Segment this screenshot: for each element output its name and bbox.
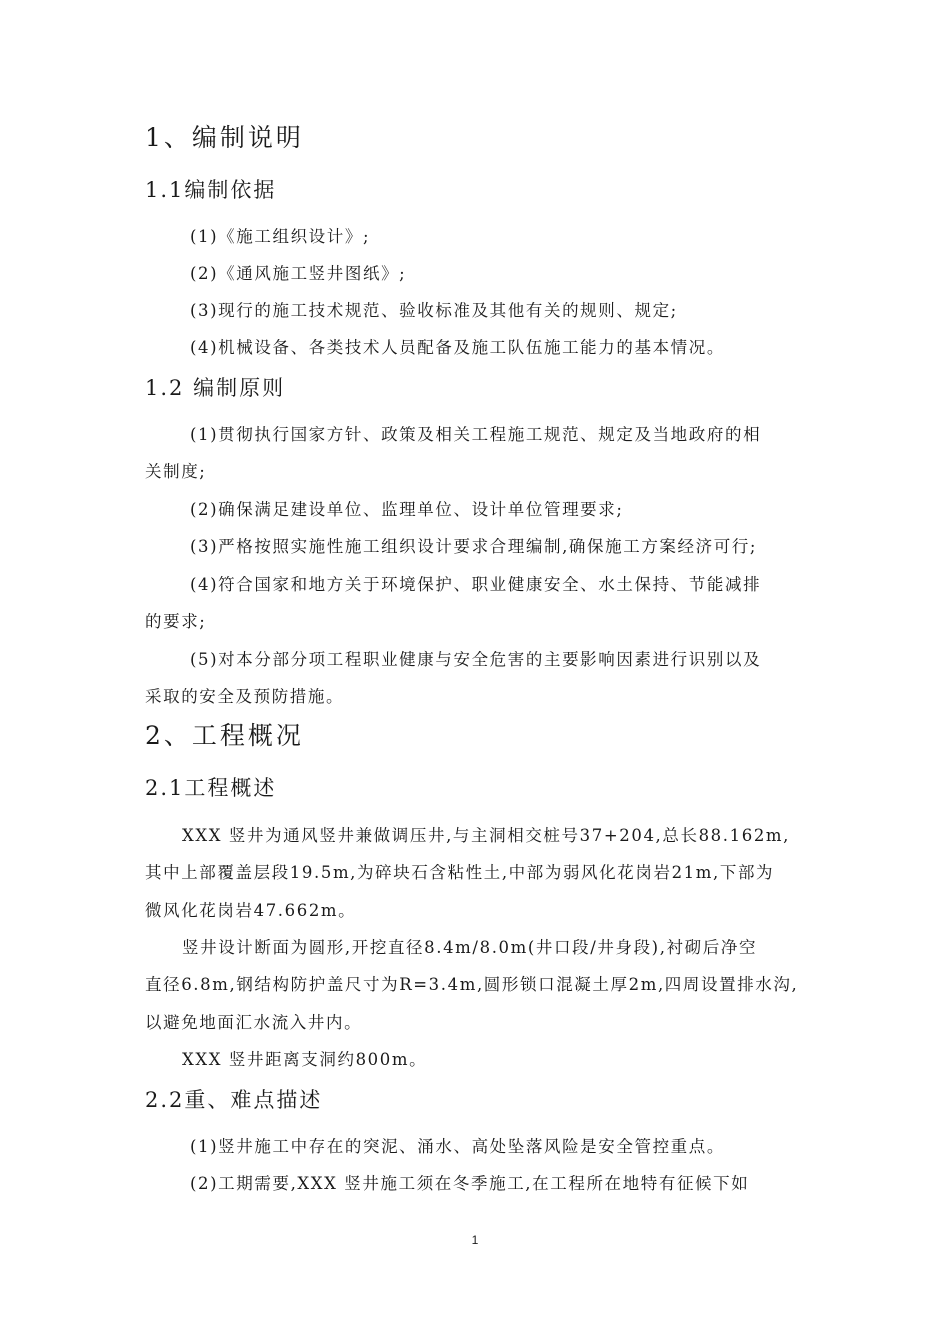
paragraph-line: 微风化花岗岩47.662m。 [145, 901, 357, 920]
section-2-2-title: 2.2重、难点描述 [145, 1088, 323, 1112]
paragraph-line: 直径6.8m,钢结构防护盖尺寸为R=3.4m,圆形锁口混凝土厚2m,四周设置排水沟, [145, 975, 799, 994]
paragraph-line: (3)严格按照实施性施工组织设计要求合理编制,确保施工方案经济可行; [190, 537, 758, 556]
paragraph-line: 竖井设计断面为圆形,开挖直径8.4m/8.0m(井口段/井身段),衬砌后净空 [182, 938, 758, 957]
list-item: (3)现行的施工技术规范、验收标准及其他有关的规则、规定; [190, 301, 678, 320]
page-number: 1 [471, 1233, 479, 1247]
paragraph-line: XXX 竖井为通风竖井兼做调压井,与主洞相交桩号37+204,总长88.162m, [182, 826, 791, 845]
paragraph-line: (4)符合国家和地方关于环境保护、职业健康安全、水土保持、节能减排 [190, 575, 762, 594]
paragraph-line: 的要求; [145, 612, 207, 631]
section-1-1-title: 1.1编制依据 [145, 178, 277, 202]
paragraph-line: (5)对本分部分项工程职业健康与安全危害的主要影响因素进行识别以及 [190, 650, 762, 669]
paragraph-line: (1)贯彻执行国家方针、政策及相关工程施工规范、规定及当地政府的相 [190, 425, 762, 444]
paragraph-line: 采取的安全及预防措施。 [145, 687, 345, 706]
paragraph-line: XXX 竖井距离支洞约800m。 [182, 1050, 428, 1069]
paragraph-line: (1)竖井施工中存在的突泥、涌水、高处坠落风险是安全管控重点。 [190, 1137, 725, 1156]
list-item: (4)机械设备、各类技术人员配备及施工队伍施工能力的基本情况。 [190, 338, 725, 357]
paragraph-line: (2)确保满足建设单位、监理单位、设计单位管理要求; [190, 500, 624, 519]
section-1-title: 1、编制说明 [145, 123, 304, 152]
paragraph-line: 其中上部覆盖层段19.5m,为碎块石含粘性土,中部为弱风化花岗岩21m,下部为 [145, 863, 775, 882]
list-item: (1)《施工组织设计》; [190, 227, 371, 246]
paragraph-line: (2)工期需要,XXX 竖井施工须在冬季施工,在工程所在地特有征候下如 [190, 1174, 750, 1193]
paragraph-line: 以避免地面汇水流入井内。 [145, 1013, 363, 1032]
section-1-2-title: 1.2 编制原则 [145, 376, 286, 400]
paragraph-line: 关制度; [145, 462, 207, 481]
section-2-title: 2、工程概况 [145, 721, 304, 750]
section-2-1-title: 2.1工程概述 [145, 776, 277, 800]
list-item: (2)《通风施工竖井图纸》; [190, 264, 407, 283]
